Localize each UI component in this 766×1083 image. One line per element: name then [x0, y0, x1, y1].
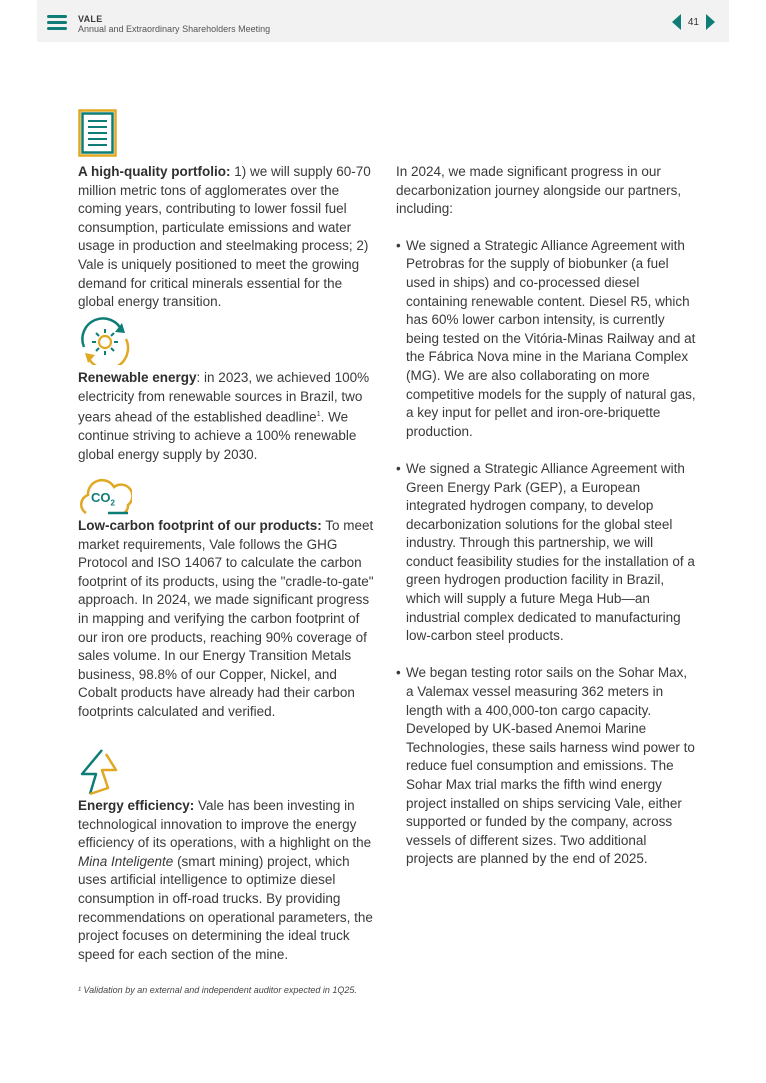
- co2-label: CO: [91, 490, 111, 505]
- list-item: • We began testing rotor sails on the Sohar Max, a Valemax vessel measuring 362 meters in length with a 400,000-ton cargo capacity. Developed by UK-based Anemoi Marine Technologies, these sails harness wind power to reduce fuel consumption and emissions. The Sohar Max trial marks the fifth wind energy project installed on ships servicing Vale, either supported or funded by the company, across vessels of different sizes. Two additional projects are planned by the end of 2025.: [396, 664, 696, 869]
- list-item: • We signed a Strategic Alliance Agreement with Petrobras for the supply of biobunker (a fuel used in ships) and co-processed diesel containing renewable content. Diesel R5, which has 60% lower carbon intensity, is currently being tested on the Vitória-Minas Railway and at the Fábrica Nova mine in the Mariana Complex (MG). We are also collaborating on more competitive models for the supply of natural gas, a key input for pellet and iron-ore-briquette production.: [396, 237, 696, 442]
- renewable-section: [78, 369, 378, 464]
- efficiency-body: Vale has been investing in technological innovation to improve the energy efficiency of its operations, with a highlight on the: [78, 798, 372, 851]
- portfolio-title: A high-quality portfolio:: [78, 164, 231, 179]
- lowcarbon-title: Low-carbon footprint of our products:: [78, 518, 322, 533]
- partners-intro: In 2024, we made significant progress in our decarbonization journey alongside our partners, including:: [396, 164, 682, 217]
- co2-subscript: 2: [110, 498, 115, 508]
- footnote: ¹ Validation by an external and independent auditor expected in 1Q25.: [78, 985, 357, 995]
- partners-section: [396, 163, 696, 888]
- previous-page-icon[interactable]: [672, 14, 681, 30]
- renewable-body: : in 2023, we achieved 100% electricity from renewable sources in Brazil, two years ahead of the established deadline: [78, 370, 370, 425]
- mina-inteligente: Mina Inteligente: [78, 853, 174, 869]
- lightning-icon: [78, 748, 120, 796]
- efficiency-title: Energy efficiency:: [78, 798, 195, 813]
- next-page-icon[interactable]: [706, 14, 715, 30]
- portfolio-section: [78, 163, 378, 312]
- lowcarbon-section: [78, 517, 378, 722]
- list-item: • We signed a Strategic Alliance Agreement with Green Energy Park (GEP), a European integrated hydrogen company, to develop decarbonization solutions for the global steel industry. Through this partnership, we will conduct feasibility studies for the installation of a green hydrogen production facility in Brazil, which will supply a future Mega Hub—an industrial complex dedicated to manufacturing low-carbon steel products.: [396, 460, 696, 646]
- partners-list: [396, 237, 696, 869]
- renewable-body-2: . We continue striving to achieve a 100% renewable global energy supply by 2030.: [78, 409, 357, 462]
- footnote-ref: 1: [316, 411, 321, 419]
- efficiency-body-2: (smart mining) project, which uses artificial intelligence to optimize diesel consumption in off-road trucks. By providing recommendations on operational parameters, the project focuses on determining the ideal truck speed for each section of the mine.: [78, 853, 373, 962]
- renewable-title: Renewable energy: [78, 370, 197, 385]
- page-header: [37, 0, 729, 42]
- document-subtitle: Annual and Extraordinary Shareholders Meeting: [78, 24, 271, 34]
- portfolio-body: 1) we will supply 60-70 million metric tons of agglomerates over the coming years, contributing to lower fossil fuel consumption, particulate emissions and water usage in production and steelmaking process; 2) Vale is uniquely positioned to meet the growing demand for critical minerals essential for the global energy transition.: [78, 164, 371, 310]
- menu-icon[interactable]: [47, 15, 67, 30]
- brand-name: VALE: [78, 14, 103, 24]
- page-navigation: [672, 14, 715, 30]
- sun-cycle-icon: [78, 317, 134, 365]
- document-icon: [78, 109, 118, 157]
- page-number: 41: [687, 16, 699, 28]
- co2-cloud-icon: [78, 477, 132, 519]
- efficiency-section: [78, 797, 378, 964]
- lowcarbon-body: To meet market requirements, Vale follows the GHG Protocol and ISO 14067 to calculate the carbon footprint of its products, using the "cradle-to-gate" approach. In 2024, we made significant progress in mapping and verifying the carbon footprint of our iron ore products, reaching 90% coverage of sales volume. In our Energy Transition Metals business, 98.8% of our Copper, Nickel, and Cobalt products have already had their carbon footprints calculated and verified.: [78, 518, 374, 719]
